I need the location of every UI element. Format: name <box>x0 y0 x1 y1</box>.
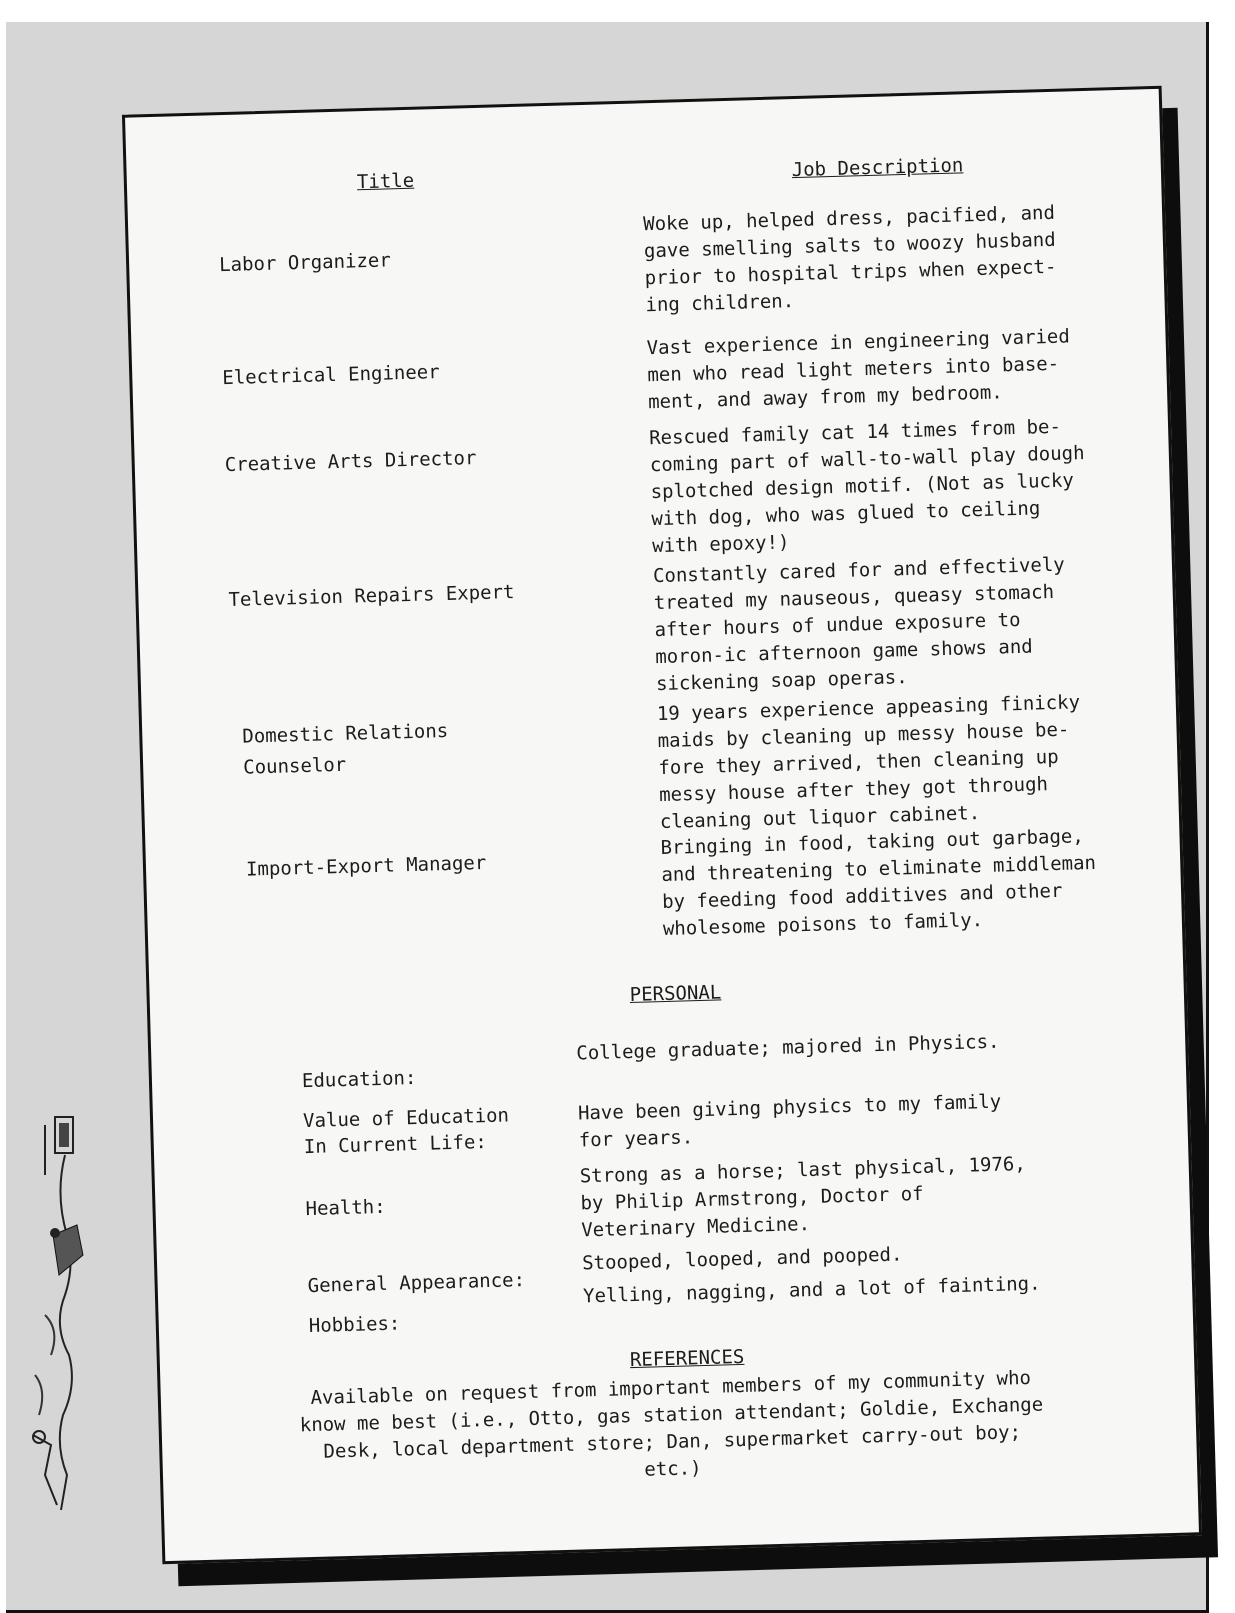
job-description: Woke up, helped dress, pacified, and gave smelling salts to woozy husband prior to hospital trips when expect-ing children. <box>642 201 1057 317</box>
personal-value: Stooped, looped, and pooped. <box>581 1243 903 1275</box>
personal-value: College graduate; majored in Physics. <box>576 1030 1000 1065</box>
references-text: Available on request from important members of my community who know me best (i.e., Otto, gas station attendant; Goldie, Exchange Desk, local department store; Dan, supermarket carry-out boy; etc.) <box>299 1366 1044 1481</box>
personal-value: Have been giving physics to my family for years. <box>577 1090 1002 1152</box>
personal-value: Strong as a horse; last physical, 1976, by Philip Armstrong, Doctor of Veterinary Medicine. <box>579 1152 1027 1242</box>
personal-label: Education: <box>301 1066 417 1093</box>
personal-heading: PERSONAL <box>629 981 722 1006</box>
job-title: Import-Export Manager <box>245 851 487 881</box>
personal-label: Value of Education In Current Life: <box>302 1104 510 1159</box>
references-heading: REFERENCES <box>629 1345 745 1372</box>
cartoon-illustration <box>25 1115 95 1515</box>
personal-label: Health: <box>305 1195 386 1221</box>
personal-value: Yelling, nagging, and a lot of fainting. <box>582 1272 1041 1308</box>
personal-label: General Appearance: <box>307 1269 526 1298</box>
title-column-header: Title <box>356 169 415 194</box>
personal-label: Hobbies: <box>308 1312 401 1338</box>
job-title: Electrical Engineer <box>222 361 440 390</box>
job-description: Rescued family cat 14 times from be-coming part of wall-to-wall play dough splotched design motif. (Not as lucky with dog, who was glued to ceiling with epoxy!) <box>648 415 1085 558</box>
job-description: Vast experience in engineering varied men who read light meters into base-ment, and away from my bedroom. <box>646 325 1071 414</box>
job-description: 19 years experience appeasing finicky maids by cleaning up messy house be-fore they arrived, then cleaning up messy house after they got through cleaning out liquor cabinet. <box>656 691 1081 834</box>
job-title: Labor Organizer <box>218 249 392 277</box>
job-title: Creative Arts Director <box>224 447 477 477</box>
job-description: Constantly cared for and effectively treated my nauseous, queasy stomach after hours of undue exposure to moron-ic afternoon game shows and sickening soap operas. <box>652 553 1066 696</box>
job-description: Bringing in food, taking out garbage, and threatening to eliminate middleman by feeding food additives and other wholesome poisons to family. <box>660 825 1097 941</box>
resume-sheet <box>122 86 1202 1564</box>
job-description-column-header: Job Description <box>791 154 964 182</box>
job-title: Television Repairs Expert <box>228 581 515 612</box>
job-title: Domestic Relations Counselor <box>242 719 449 779</box>
